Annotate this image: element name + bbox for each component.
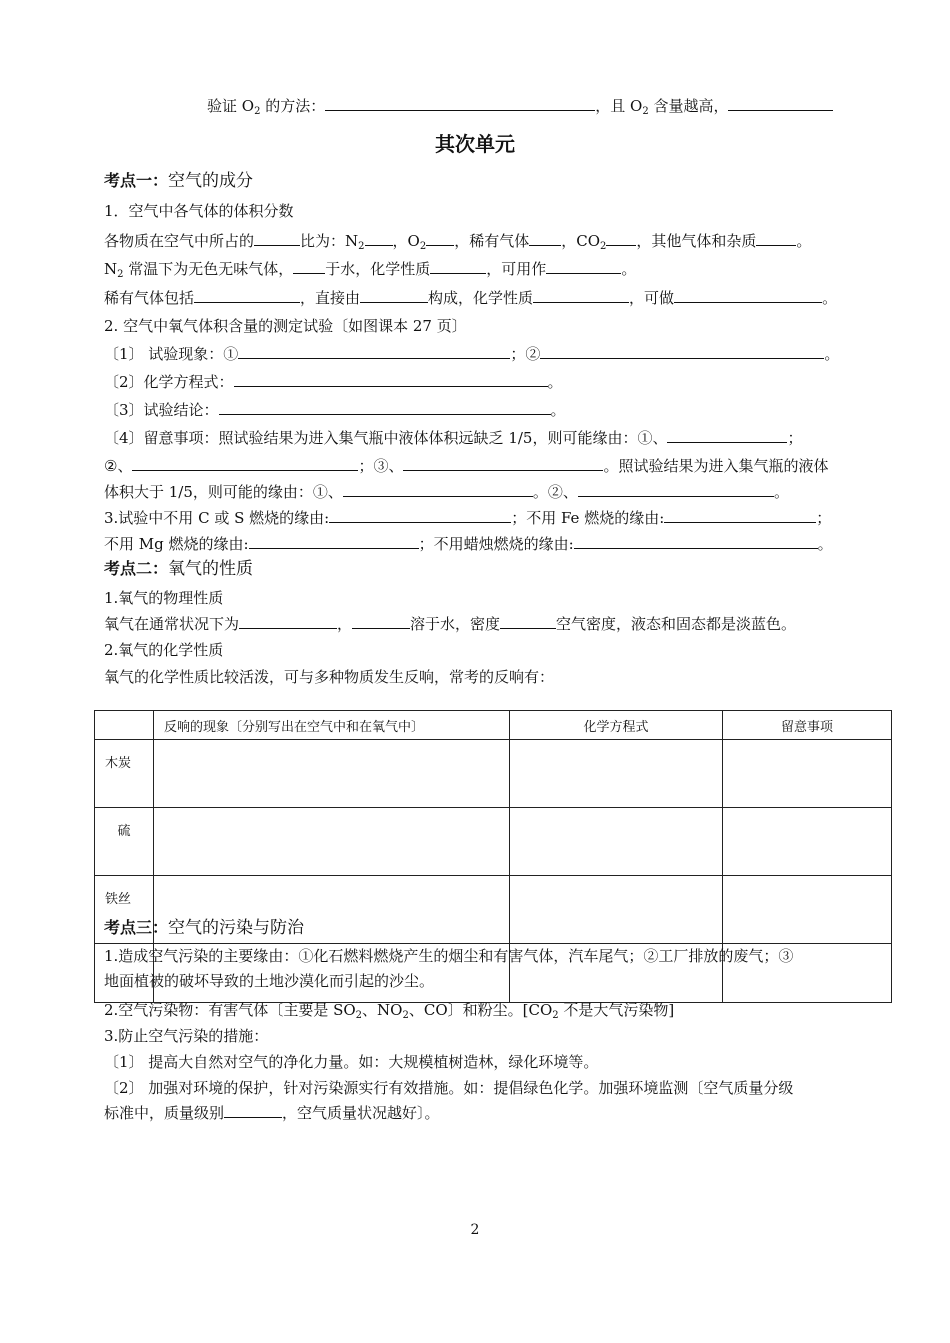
blank[interactable] xyxy=(352,614,410,629)
table-header-cell: 化学方程式 xyxy=(510,711,723,740)
blank[interactable] xyxy=(606,231,636,246)
blank[interactable] xyxy=(430,259,486,274)
answer-cell[interactable] xyxy=(510,876,723,944)
blank[interactable] xyxy=(574,534,818,549)
s1-line3: 稀有气体包括 ，直接由 构成，化学性质 ，可做 。 xyxy=(104,289,838,307)
blank[interactable] xyxy=(343,482,533,497)
s1-line2: $N_2$ 常温下为无色无味气体， 于水，化学性质 ，可用作 。 xyxy=(104,260,637,280)
s1-item2: 2. 空气中氧气体积含量的测定试验〔如图课本 27 页〕 xyxy=(104,317,467,335)
blank[interactable] xyxy=(224,1103,282,1118)
blank[interactable] xyxy=(249,534,419,549)
s1-q5b: 不用 Mg 燃烧的缘由: ；不用蜡烛燃烧的缘由: 。 xyxy=(104,535,833,553)
blank[interactable] xyxy=(667,428,787,443)
blank[interactable] xyxy=(728,96,833,111)
page-title: 其次单元 xyxy=(435,132,515,156)
blank[interactable] xyxy=(529,231,561,246)
section-2-heading: 考点二：氧气的性质 xyxy=(104,559,254,579)
blank[interactable] xyxy=(426,231,454,246)
answer-cell[interactable] xyxy=(510,740,723,808)
blank[interactable] xyxy=(329,508,511,523)
blank[interactable] xyxy=(360,288,428,303)
s3-p1b: 地面植被的破坏导致的土地沙漠化而引起的沙尘。 xyxy=(104,972,435,990)
row-label: 铁丝 xyxy=(95,876,154,944)
blank[interactable] xyxy=(254,231,300,246)
s1-q4: 〔4〕留意事项：照试验结果为进入集气瓶中液体体积远缺乏 1/5，则可能缘由：①、 ； xyxy=(104,429,803,447)
section-3-heading: 考点三：空气的污染与防治 xyxy=(104,918,305,938)
answer-cell[interactable] xyxy=(154,808,510,876)
blank[interactable] xyxy=(664,508,816,523)
blank[interactable] xyxy=(578,482,774,497)
answer-cell[interactable] xyxy=(723,740,892,808)
s3-p1: 1.造成空气污染的主要缘由：①化石燃料燃烧产生的烟尘和有害气体，汽车尾气；②工厂排放的废气；③ xyxy=(104,947,794,965)
s1-item1: 1．空气中各气体的体积分数 xyxy=(104,202,294,220)
blank[interactable] xyxy=(546,259,621,274)
page-number: 2 xyxy=(470,1222,480,1238)
table-header-cell: 反响的现象〔分别写出在空气中和在氧气中〕 xyxy=(154,711,510,740)
s3-p5: 〔2〕 加强对环境的保护，针对污染源实行有效措施。如：提倡绿色化学。加强环境监测〔空气质量分级 xyxy=(104,1079,794,1097)
blank[interactable] xyxy=(533,288,629,303)
blank[interactable] xyxy=(293,259,325,274)
blank[interactable] xyxy=(756,231,796,246)
blank[interactable] xyxy=(365,231,393,246)
s1-q5: 3.试验中不用 C 或 S 燃烧的缘由: ；不用 Fe 燃烧的缘由: ； xyxy=(104,509,832,527)
s1-q3: 〔3〕试验结论： 。 xyxy=(104,401,566,419)
table-row xyxy=(95,740,892,808)
answer-cell[interactable] xyxy=(723,808,892,876)
blank[interactable] xyxy=(500,614,556,629)
answer-cell[interactable] xyxy=(154,740,510,808)
s3-p2: 2.空气污染物：有害气体〔主要是 $SO_2$、$NO_2$、CO〕和粉尘。[$CO_2$ 不是大气污染物] xyxy=(104,1001,675,1021)
table-header-cell: 留意事项 xyxy=(723,711,892,740)
blank[interactable] xyxy=(194,288,300,303)
blank[interactable] xyxy=(239,614,337,629)
s1-q4b: ②、 ；③、 。照试验结果为进入集气瓶的液体 xyxy=(104,457,829,475)
s2-item2: 2.氧气的化学性质 xyxy=(104,641,224,659)
table-row xyxy=(95,808,892,876)
blank[interactable] xyxy=(403,456,603,471)
verify-line: 验证 $O_2$ 的方法： ，且 $O_2$ 含量越高， xyxy=(207,96,833,116)
s3-p4: 〔1〕 提高大自然对空气的净化力量。如：大规模植树造林，绿化环境等。 xyxy=(104,1053,599,1071)
blank[interactable] xyxy=(234,372,548,387)
blank[interactable] xyxy=(219,400,551,415)
s2-line1: 氧气在通常状况下为 ， 溶于水，密度 空气密度，液态和固态都是淡蓝色。 xyxy=(104,615,797,633)
s2-item1: 1.氧气的物理性质 xyxy=(104,589,224,607)
table-header-cell xyxy=(95,711,154,740)
blank[interactable] xyxy=(540,344,824,359)
s1-q4c: 体积大于 1/5，则可能的缘由：①、 。②、 。 xyxy=(104,483,789,501)
row-label: 木炭 xyxy=(95,740,154,808)
table-header-row xyxy=(95,711,892,740)
blank[interactable] xyxy=(132,456,358,471)
s2-line2: 氧气的化学性质比较活泼，可与多种物质发生反响，常考的反响有： xyxy=(104,668,555,686)
s3-p6: 标准中，质量级别 ，空气质量状况越好〕。 xyxy=(104,1104,440,1122)
answer-cell[interactable] xyxy=(723,876,892,944)
blank[interactable] xyxy=(238,344,510,359)
answer-cell[interactable] xyxy=(510,808,723,876)
s1-q1: 〔1〕 试验现象：① ；② 。 xyxy=(104,345,840,363)
s3-p3: 3.防止空气污染的措施： xyxy=(104,1027,269,1045)
blank[interactable] xyxy=(674,288,822,303)
s1-q2: 〔2〕化学方程式： 。 xyxy=(104,373,563,391)
section-1-heading: 考点一：空气的成分 xyxy=(104,171,254,191)
row-label: 硫 xyxy=(95,808,154,876)
blank[interactable] xyxy=(325,96,595,111)
s1-line1: 各物质在空气中所占的 比为：$N_2$ ，$O_2$ ，稀有气体 ，$CO_2$ ，其他气体和杂质 。 xyxy=(104,232,812,252)
